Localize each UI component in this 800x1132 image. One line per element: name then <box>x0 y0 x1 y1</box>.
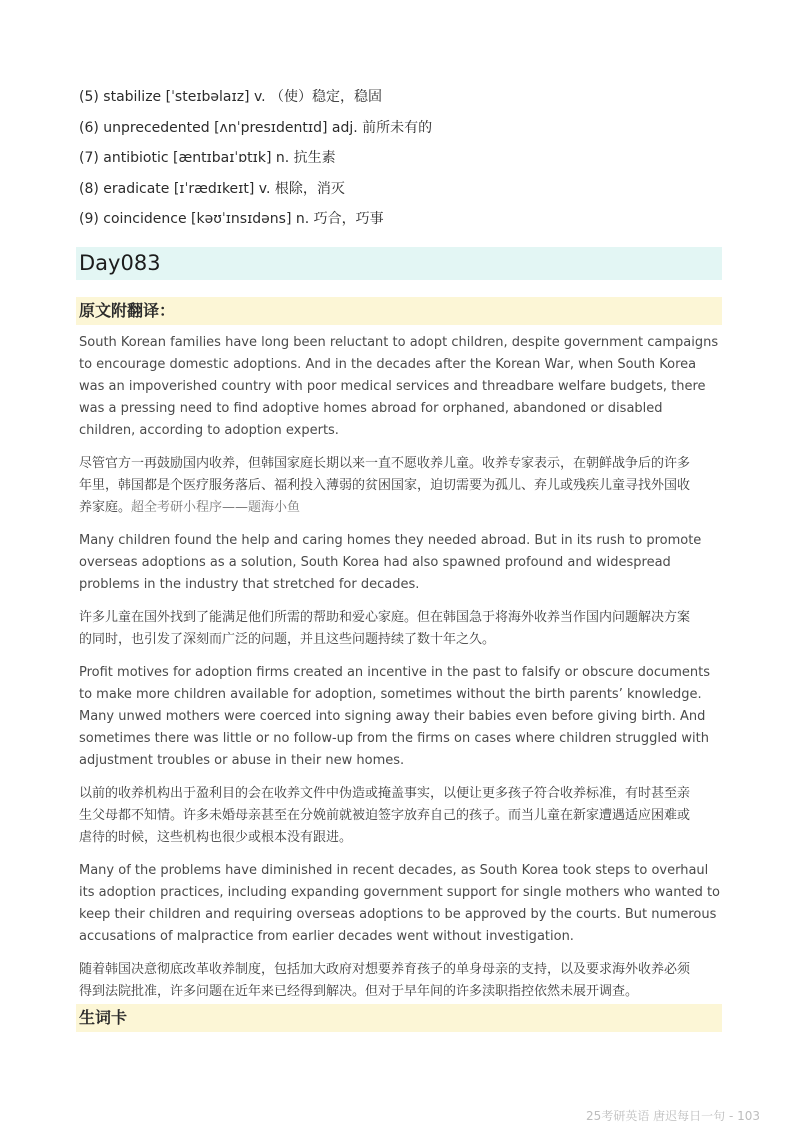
text-line: 的同时，也引发了深刻而广泛的问题，并且这些问题持续了数十年之久。 <box>79 632 496 647</box>
page-footer: 25考研英语 唐迟每日一句 - 103 <box>586 1109 760 1123</box>
vocab-item: (6) unprecedented [ʌnˈpresɪdentɪd] adj. 前所未有的 <box>79 119 433 136</box>
text-line: 得到法院批准，许多问题在近年来已经得到解决。但对于早年间的许多渎职指控依然未展开调查。 <box>79 984 639 999</box>
text-line: accusations of malpractice from earlier decades went without investigation. <box>79 929 574 944</box>
text-line: problems in the industry that stretched for decades. <box>79 577 420 592</box>
paragraph-chinese-4 <box>79 959 721 1003</box>
text-line <box>79 497 721 519</box>
text-line: children, according to adoption experts. <box>79 423 339 438</box>
text-line: keep their children and requiring overseas adoptions to be approved by the courts. But numerous <box>79 907 717 922</box>
text-line: 许多儿童在国外找到了能满足他们所需的帮助和爱心家庭。但在韩国急于将海外收养当作国内问题解决方案 <box>79 610 691 625</box>
watermark-text: 超全考研小程序——题海小鱼 <box>131 500 301 515</box>
text-line: South Korean families have long been reluctant to adopt children, despite government campaigns <box>79 335 719 350</box>
text-line: Many of the problems have diminished in recent decades, as South Korea took steps to overhaul <box>79 863 709 878</box>
paragraph-chinese-2 <box>79 607 721 651</box>
text-line: overseas adoptions as a solution, South Korea had also spawned profound and widespread <box>79 555 671 570</box>
text-line: was an impoverished country with poor medical services and threadbare welfare budgets, there <box>79 379 706 394</box>
text-line: 以前的收养机构出于盈利目的会在收养文件中伪造或掩盖事实，以便让更多孩子符合收养标准，有时甚至亲 <box>79 786 691 801</box>
text-line: sometimes there was little or no follow-up from the firms on cases where children struggled with <box>79 731 709 746</box>
paragraph-chinese-3 <box>79 783 721 849</box>
text-line: 尽管官方一再鼓励国内收养，但韩国家庭长期以来一直不愿收养儿童。收养专家表示，在朝鲜战争后的许多 <box>79 456 691 471</box>
vocab-item: (9) coincidence [kəʊˈɪnsɪdəns] n. 巧合，巧事 <box>79 211 384 227</box>
text-line: to make more children available for adoption, sometimes without the birth parents’ knowledge. <box>79 687 702 702</box>
vocab-item: (5) stabilize [ˈsteɪbəlaɪz] v. （使）稳定，稳固 <box>79 89 383 105</box>
paragraph-chinese-1 <box>79 453 721 519</box>
paragraph-english-1 <box>79 332 721 442</box>
article-content <box>79 332 721 1014</box>
text-line: Profit motives for adoption firms created an incentive in the past to falsify or obscure documents <box>79 665 710 680</box>
text-line: 随着韩国决意彻底改革收养制度，包括加大政府对想要养育孩子的单身母亲的支持，以及要求海外收养必须 <box>79 962 691 977</box>
text-line: 生父母都不知情。许多未婚母亲甚至在分娩前就被迫签字放弃自己的孩子。而当儿童在新家遭遇适应困难或 <box>79 808 691 823</box>
text-line: was a pressing need to find adoptive homes abroad for orphaned, abandoned or disabled <box>79 401 663 416</box>
text-line-part: 养家庭。 <box>79 500 132 515</box>
day-title: Day083 <box>76 247 722 280</box>
paragraph-english-2 <box>79 530 721 596</box>
text-line: Many children found the help and caring homes they needed abroad. But in its rush to promote <box>79 533 702 548</box>
vocab-item: (7) antibiotic [æntɪbaɪˈɒtɪk] n. 抗生素 <box>79 150 336 166</box>
section-heading-translation: 原文附翻译： <box>76 297 722 325</box>
section-heading-vocab-card: 生词卡 <box>76 1004 722 1032</box>
text-line: 年里，韩国都是个医疗服务落后、福利投入薄弱的贫困国家，迫切需要为孤儿、弃儿或残疾儿童寻找外国收 <box>79 478 691 493</box>
text-line: 虐待的时候，这些机构也很少或根本没有跟进。 <box>79 830 353 845</box>
paragraph-english-4 <box>79 860 721 948</box>
text-line: Many unwed mothers were coerced into signing away their babies even before giving birth. And <box>79 709 706 724</box>
text-line: its adoption practices, including expanding government support for single mothers who wanted to <box>79 885 720 900</box>
paragraph-english-3 <box>79 662 721 772</box>
text-line: to encourage domestic adoptions. And in the decades after the Korean War, when South Korea <box>79 357 697 372</box>
vocab-list <box>79 82 719 235</box>
vocab-item: (8) eradicate [ɪˈrædɪkeɪt] v. 根除，消灭 <box>79 180 345 197</box>
text-line: adjustment troubles or abuse in their new homes. <box>79 753 405 768</box>
